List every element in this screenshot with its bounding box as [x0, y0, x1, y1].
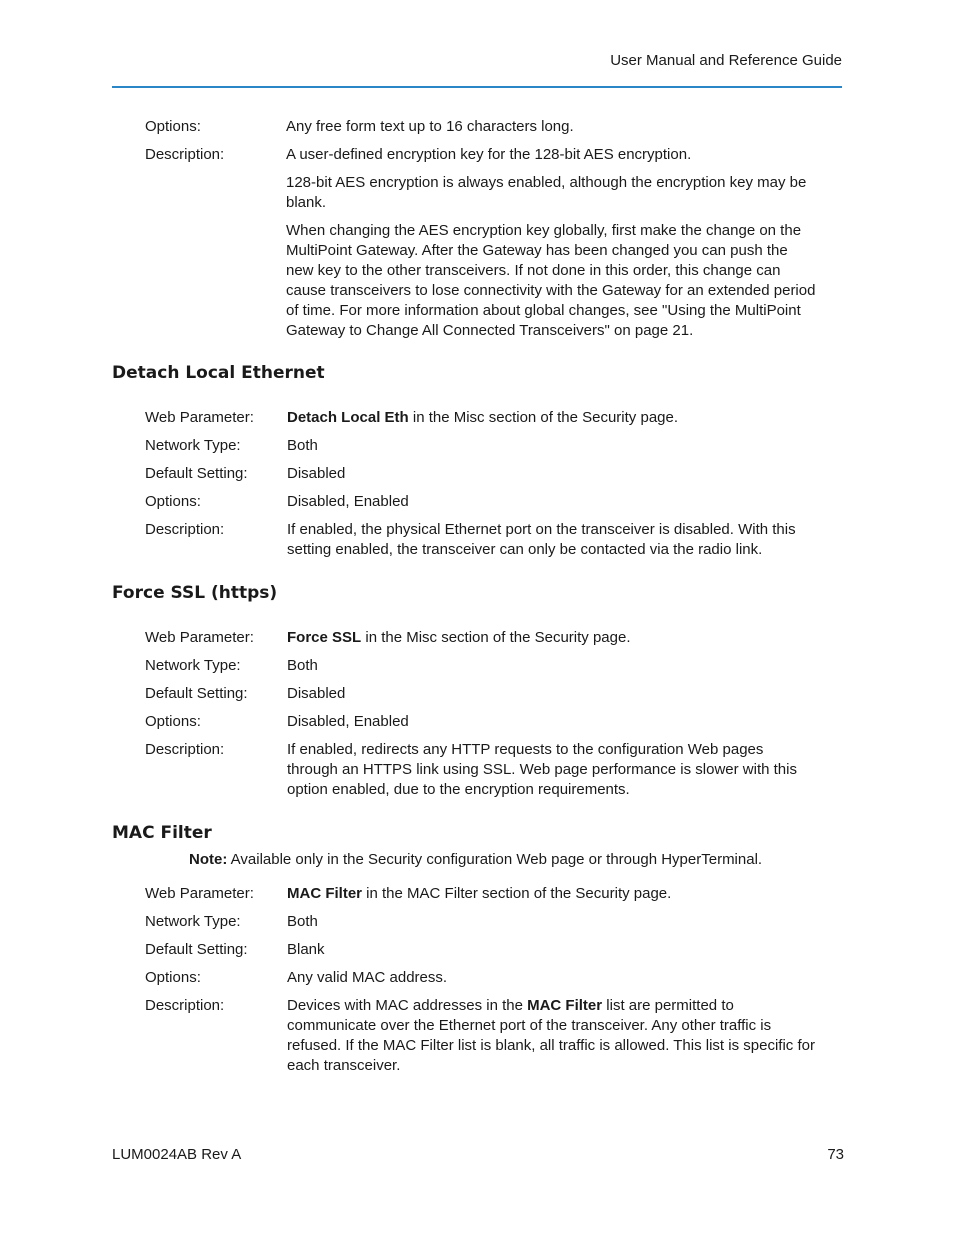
detach-default-label: Default Setting:	[145, 465, 248, 482]
aes-options-value: Any free form text up to 16 characters long.	[286, 118, 574, 135]
mac-description-pre: Devices with MAC addresses in the	[287, 997, 528, 1014]
detach-network-value: Both	[287, 437, 318, 454]
ssl-web-param-label: Web Parameter:	[145, 629, 254, 646]
mac-description-post: list are permitted to communicate over the Ethernet port of the transceiver. Any other traffic is refused. If the MAC Filter list is blank, all traffic is allowed. This list is specific for each transceiver.	[287, 997, 815, 1074]
ssl-network-label: Network Type:	[145, 657, 241, 674]
footer-document-id: LUM0024AB Rev A	[112, 1146, 242, 1163]
mac-description-value	[287, 996, 817, 1076]
ssl-description-label: Description:	[145, 741, 225, 758]
detach-description-value: If enabled, the physical Ethernet port on the transceiver is disabled. With this setting enabled, the transceiver can only be contacted via the radio link.	[287, 521, 796, 558]
section-heading-detach-local-ethernet: Detach Local Ethernet	[112, 363, 325, 383]
detach-options-label: Options:	[145, 493, 201, 510]
mac-default-value: Blank	[287, 941, 325, 958]
mac-web-param-location: in the MAC Filter section of the Security page.	[362, 885, 672, 902]
section-heading-force-ssl: Force SSL (https)	[112, 583, 278, 603]
ssl-options-label: Options:	[145, 713, 201, 730]
detach-description-label: Description:	[145, 521, 225, 538]
header-divider	[112, 86, 842, 88]
detach-web-param-name: Detach Local Eth	[287, 409, 409, 426]
mac-note-label: Note:	[189, 851, 228, 868]
detach-options-value: Disabled, Enabled	[287, 493, 409, 510]
mac-network-label: Network Type:	[145, 913, 241, 930]
ssl-default-value: Disabled	[287, 685, 346, 702]
mac-description-term: MAC Filter	[527, 997, 603, 1014]
ssl-options-value: Disabled, Enabled	[287, 713, 409, 730]
ssl-description-value: If enabled, redirects any HTTP requests to the configuration Web pages through an HTTPS link using SSL. Web page performance is slower with this option enabled, due to the encryption requirements.	[287, 741, 797, 798]
mac-web-param-label: Web Parameter:	[145, 885, 254, 902]
mac-description-label: Description:	[145, 997, 225, 1014]
mac-options-label: Options:	[145, 969, 201, 986]
detach-web-param-label: Web Parameter:	[145, 409, 254, 426]
ssl-default-label: Default Setting:	[145, 685, 248, 702]
mac-default-label: Default Setting:	[145, 941, 248, 958]
aes-description-p1: A user-defined encryption key for the 128-bit AES encryption.	[286, 146, 692, 163]
aes-description-label: Description:	[145, 146, 225, 163]
ssl-network-value: Both	[287, 657, 318, 674]
aes-description-p3: When changing the AES encryption key globally, first make the change on the MultiPoint Gateway. After the Gateway has been changed you can push the new key to the other transceivers. If not done in this order, this change can cause transceivers to lose connectivity with the Gateway for an extended period of time. For more information about global changes, see "Using the MultiPoint Gateway to Change All Connected Transceivers" on page 21.	[286, 222, 816, 339]
mac-web-param-value	[287, 884, 817, 904]
mac-note	[189, 850, 762, 870]
mac-options-value: Any valid MAC address.	[287, 969, 448, 986]
mac-note-text: Available only in the Security configuration Web page or through HyperTerminal.	[227, 851, 763, 868]
ssl-web-param-value	[287, 628, 817, 648]
detach-web-param-value	[287, 408, 817, 428]
ssl-web-param-name: Force SSL	[287, 629, 362, 646]
aes-options-label: Options:	[145, 118, 201, 135]
detach-network-label: Network Type:	[145, 437, 241, 454]
running-header: User Manual and Reference Guide	[610, 52, 842, 69]
section-heading-mac-filter: MAC Filter	[112, 823, 212, 843]
mac-network-value: Both	[287, 913, 318, 930]
mac-web-param-name: MAC Filter	[287, 885, 362, 902]
footer-page-number: 73	[827, 1146, 844, 1163]
aes-description-p2: 128-bit AES encryption is always enabled, although the encryption key may be blank.	[286, 174, 807, 211]
ssl-web-param-location: in the Misc section of the Security page.	[361, 629, 631, 646]
detach-default-value: Disabled	[287, 465, 346, 482]
detach-web-param-location: in the Misc section of the Security page.	[408, 409, 679, 426]
